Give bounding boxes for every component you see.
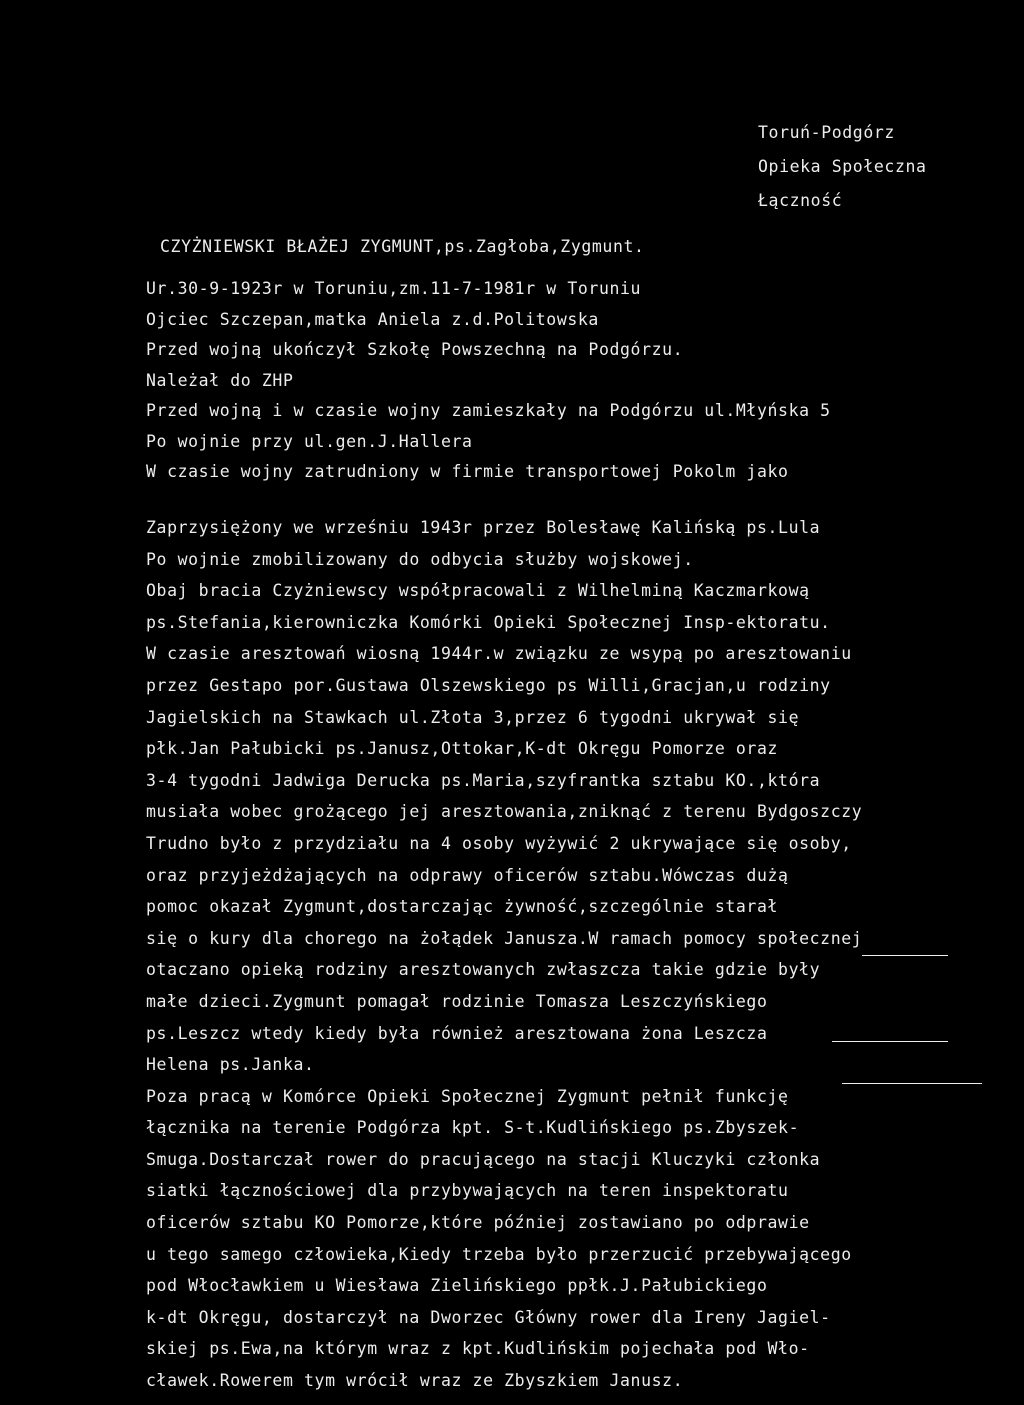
text-line: skiej ps.Ewa,na którym wraz z kpt.Kudlińskim pojechała pod Wło- xyxy=(146,1339,810,1359)
text-line: musiała wobec grożącego jej aresztowania,zniknąć z terenu Bydgoszczy xyxy=(146,802,863,822)
header-location: Toruń-Podgórz xyxy=(758,123,895,142)
text-line: Obaj bracia Czyżniewscy współpracowali z Wilhelminą Kaczmarkową xyxy=(146,581,810,601)
text-line: pomoc okazał Zygmunt,dostarczając żywność,szczególnie starał xyxy=(146,897,779,917)
text-line: oraz przyjeżdżających na odprawy oficerów sztabu.Wówczas dużą xyxy=(146,865,789,885)
text-line: małe dzieci.Zygmunt pomagał rodzinie Tomasza Leszczyńskiego xyxy=(146,991,768,1011)
text-line: Helena ps.Janka. xyxy=(146,1055,315,1075)
text-line: oficerów sztabu KO Pomorze,które później zostawiano po odprawie xyxy=(146,1213,810,1233)
underline-rule xyxy=(832,1041,948,1042)
text-line: W czasie aresztowań wiosną 1944r.w związku ze wsypą po aresztowaniu xyxy=(146,644,852,664)
document-title: CZYŻNIEWSKI BŁAŻEJ ZYGMUNT,ps.Zagłoba,Zygmunt. xyxy=(160,237,645,256)
text-line: płk.Jan Pałubicki ps.Janusz,Ottokar,K-dt Okręgu Pomorze oraz xyxy=(146,739,779,759)
text-line: ps.Stefania,kierowniczka Komórki Opieki Społecznej Insp-ektoratu. xyxy=(146,612,831,632)
text-line: Należał do ZHP xyxy=(146,370,294,390)
text-line: Po wojnie przy ul.gen.J.Hallera xyxy=(146,431,473,451)
underline-rule xyxy=(862,955,948,956)
text-line: Przed wojną i w czasie wojny zamieszkały na Podgórzu ul.Młyńska 5 xyxy=(146,401,831,420)
text-line: pod Włocławkiem u Wiesława Zielińskiego ppłk.J.Pałubickiego xyxy=(146,1276,768,1296)
header-block xyxy=(758,116,1008,218)
text-line: ps.Leszcz wtedy kiedy była również aresztowana żona Leszcza xyxy=(146,1023,768,1043)
text-line: W czasie wojny zatrudniony w firmie transportowej Pokolm jako xyxy=(146,462,789,481)
biography-paragraph xyxy=(146,274,1006,488)
text-line: Jagielskich na Stawkach ul.Złota 3,przez 6 tygodni ukrywał się xyxy=(146,707,800,727)
text-line: Poza pracą w Komórce Opieki Społecznej Zygmunt pełnił funkcję xyxy=(146,1086,789,1106)
header-section: Opieka Społeczna xyxy=(758,157,927,176)
text-line: cławek.Rowerem tym wrócił wraz ze Zbyszkiem Janusz. xyxy=(146,1371,684,1391)
text-line: siatki łącznościowej dla przybywających na teren inspektoratu xyxy=(146,1181,789,1201)
text-line: Ojciec Szczepan,matka Aniela z.d.Politowska xyxy=(146,309,599,329)
text-line: przez Gestapo por.Gustawa Olszewskiego ps Willi,Gracjan,u rodziny xyxy=(146,675,831,695)
text-line: Trudno było z przydziału na 4 osoby wyżywić 2 ukrywające się osoby, xyxy=(146,833,852,853)
text-line: k-dt Okręgu, dostarczył na Dworzec Główny rower dla Ireny Jagiel- xyxy=(146,1307,831,1327)
underline-rule xyxy=(842,1083,982,1084)
text-line: 3-4 tygodni Jadwiga Derucka ps.Maria,szyfrantka sztabu KO.,która xyxy=(146,770,821,790)
text-line: Smuga.Dostarczał rower do pracującego na stacji Kluczyki członka xyxy=(146,1149,821,1169)
text-line: Po wojnie zmobilizowany do odbycia służby wojskowej. xyxy=(146,549,694,569)
text-line: łącznika na terenie Podgórza kpt. S-t.Kudlińskiego ps.Zbyszek- xyxy=(146,1118,800,1138)
text-line: Przed wojną ukończył Szkołę Powszechną na Podgórzu. xyxy=(146,340,684,359)
header-subsection: Łączność xyxy=(758,191,843,210)
text-line: się o kury dla chorego na żołądek Janusza.W ramach pomocy społecznej xyxy=(146,928,863,948)
text-line: Zaprzysiężony we wrześniu 1943r przez Bolesławę Kalińską ps.Lula xyxy=(146,518,821,537)
text-line: u tego samego człowieka,Kiedy trzeba było przerzucić przebywającego xyxy=(146,1244,852,1264)
text-line: otaczano opieką rodziny aresztowanych zwłaszcza takie gdzie były xyxy=(146,960,821,980)
text-line: Ur.30-9-1923r w Toruniu,zm.11-7-1981r w Toruniu xyxy=(146,279,642,298)
